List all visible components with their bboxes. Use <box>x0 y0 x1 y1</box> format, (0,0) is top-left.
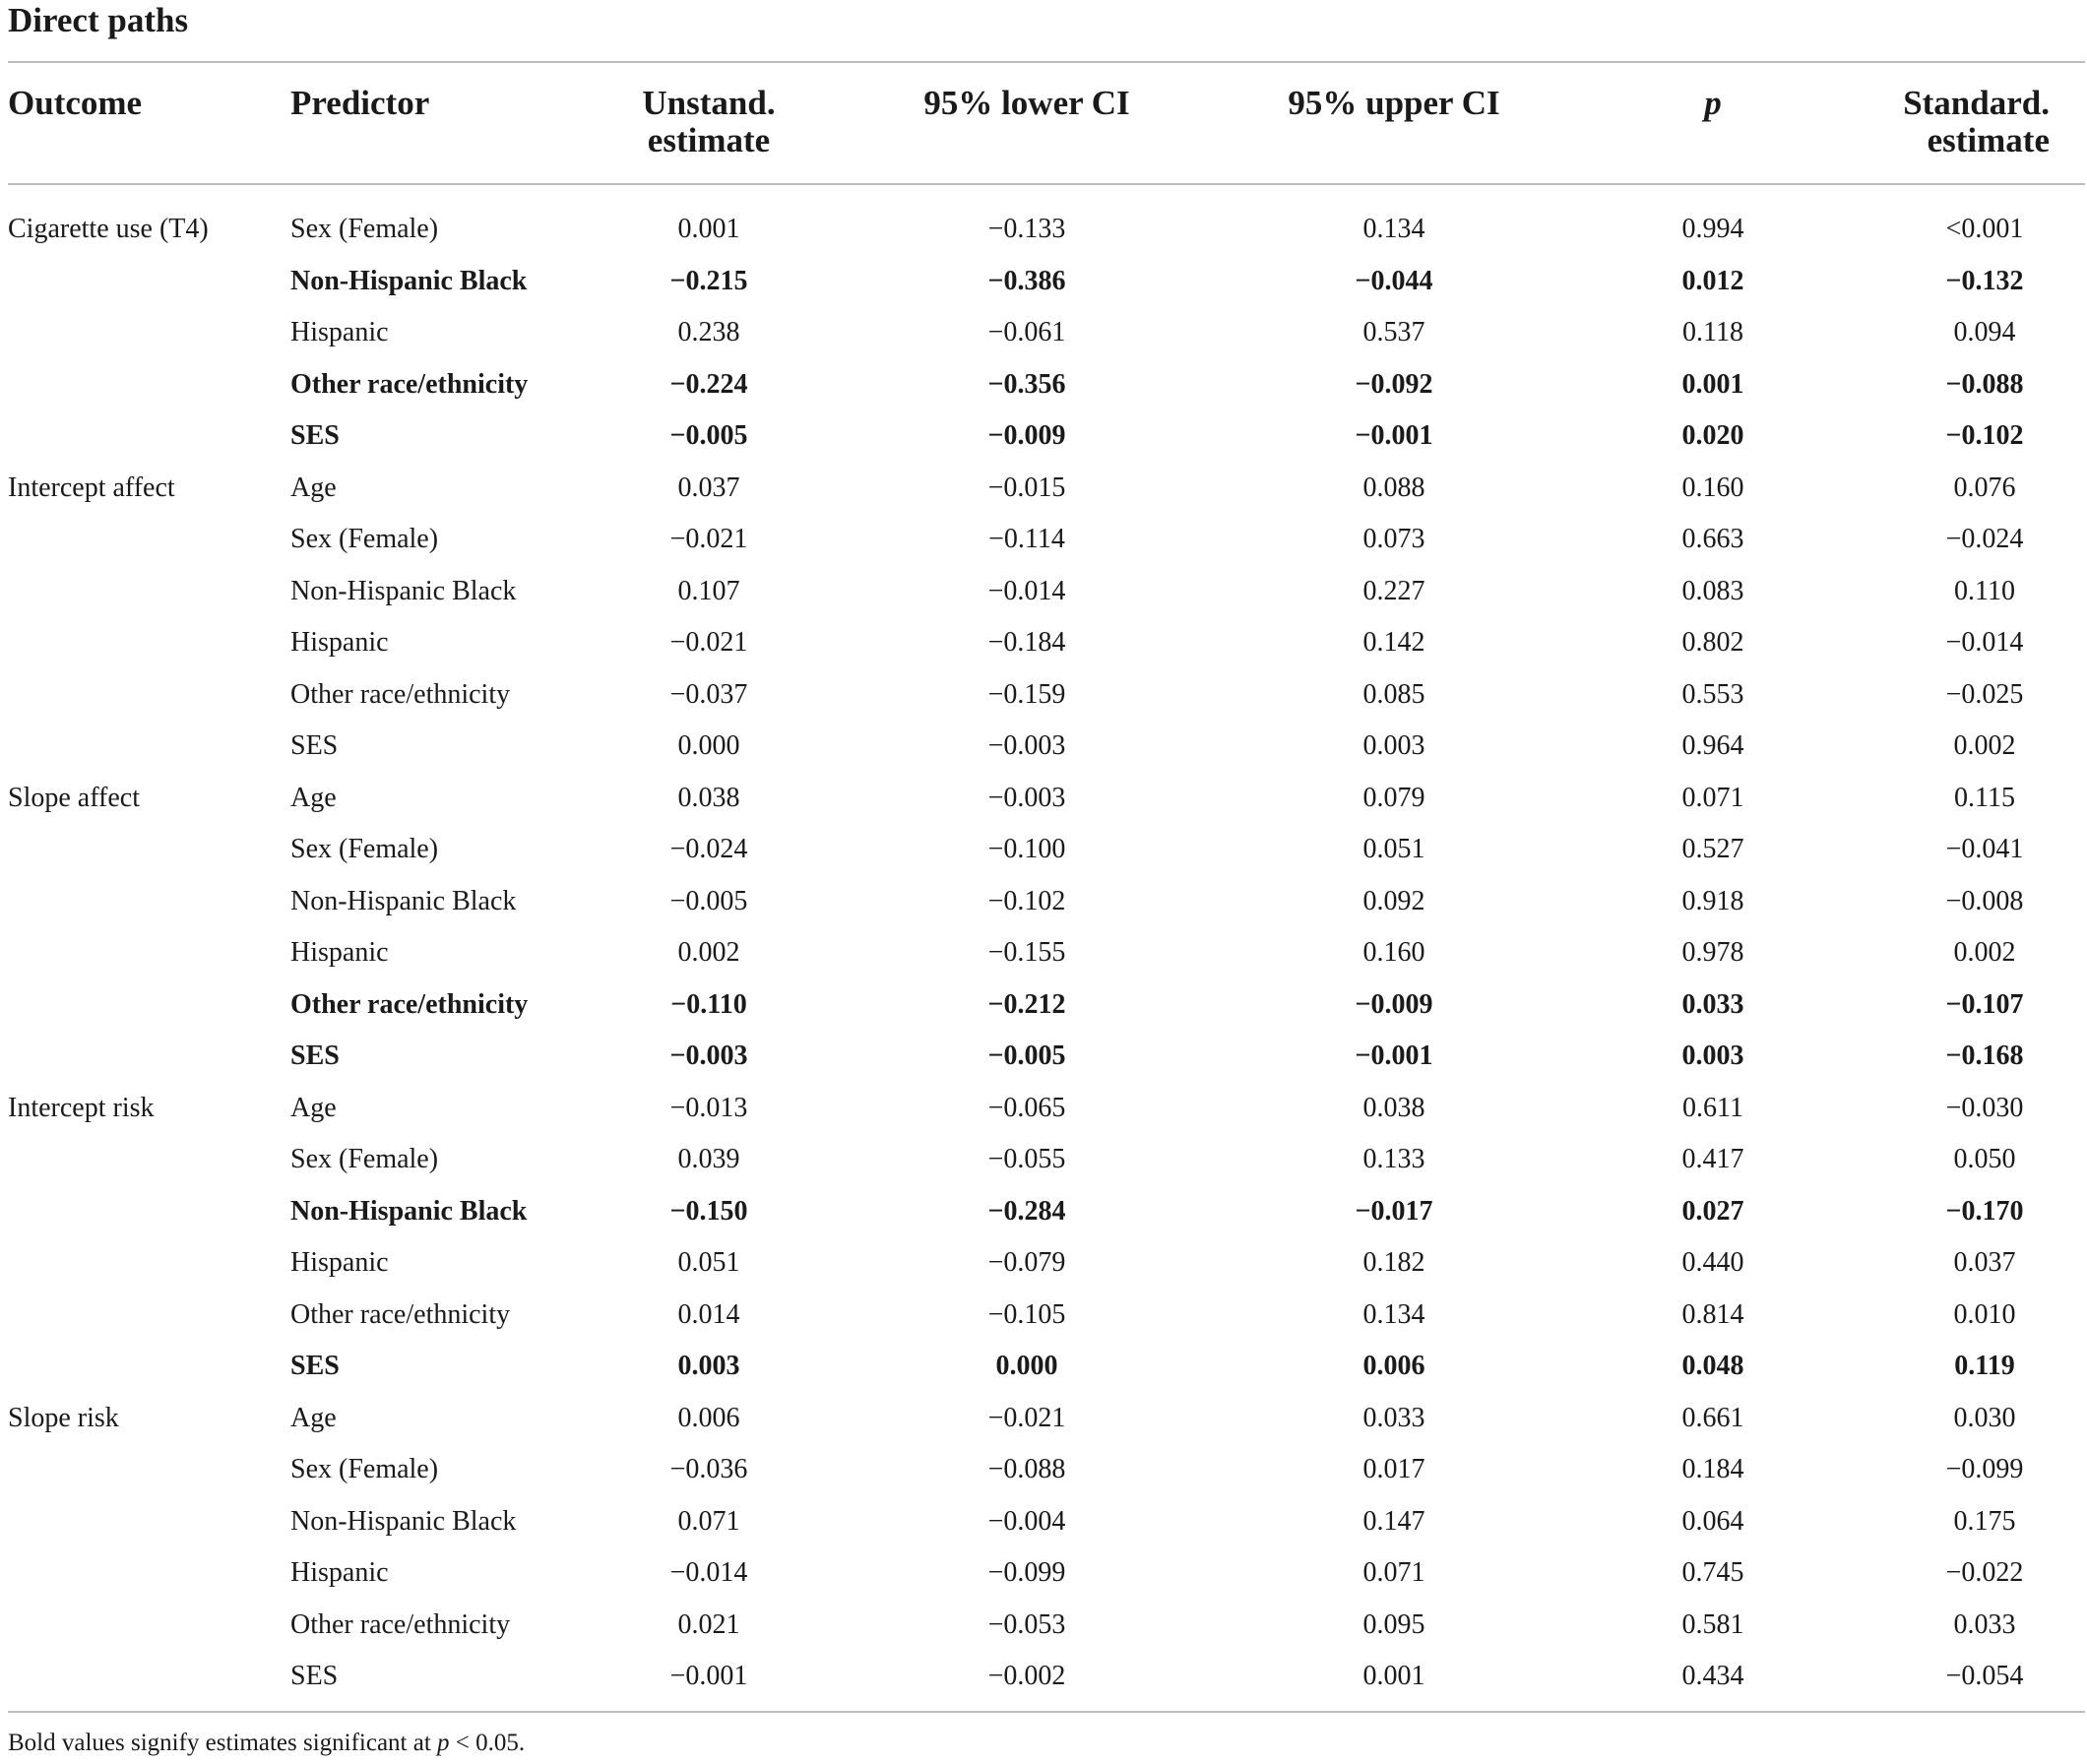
cell-p: 0.118 <box>1682 317 1743 347</box>
cell-lower-ci: −0.105 <box>987 1298 1066 1330</box>
cell-lower-ci: −0.133 <box>987 214 1066 244</box>
table-row <box>0 514 2087 565</box>
cell-p: 0.064 <box>1681 1505 1744 1537</box>
cell-predictor: Sex (Female) <box>290 834 439 864</box>
header-upper-ci: 95% upper CI <box>1288 84 1500 122</box>
cell-unstand-estimate: −0.036 <box>669 1454 748 1484</box>
cell-upper-ci: −0.017 <box>1355 1195 1433 1227</box>
cell-upper-ci: 0.051 <box>1362 834 1425 864</box>
cell-predictor: SES <box>290 1040 340 1071</box>
cell-upper-ci: 0.079 <box>1362 782 1425 813</box>
cell-lower-ci: −0.102 <box>987 885 1066 916</box>
table-row <box>0 1651 2087 1702</box>
table-row <box>0 1393 2087 1444</box>
table-row <box>0 617 2087 668</box>
table-title: Direct paths <box>8 1 189 39</box>
cell-lower-ci: −0.005 <box>987 1040 1066 1071</box>
table-row <box>0 979 2087 1031</box>
cell-standard-estimate: 0.094 <box>1953 317 2016 347</box>
cell-predictor: Age <box>290 1402 337 1433</box>
cell-upper-ci: 0.227 <box>1362 575 1425 606</box>
cell-predictor: Hispanic <box>290 317 389 347</box>
cell-standard-estimate: −0.030 <box>1945 1092 2024 1123</box>
cell-lower-ci: −0.155 <box>987 937 1066 968</box>
footnote <box>8 1729 525 1758</box>
cell-p: 0.964 <box>1681 730 1744 761</box>
cell-unstand-estimate: −0.003 <box>669 1040 748 1071</box>
cell-predictor: Non-Hispanic Black <box>290 265 528 296</box>
table-row <box>0 1341 2087 1392</box>
cell-predictor: SES <box>290 1661 339 1691</box>
cell-standard-estimate: 0.030 <box>1953 1402 2016 1433</box>
cell-predictor: Sex (Female) <box>290 524 439 554</box>
cell-unstand-estimate: 0.014 <box>677 1298 740 1330</box>
cell-upper-ci: 0.003 <box>1362 730 1425 761</box>
cell-p: 0.661 <box>1681 1402 1744 1433</box>
cell-p: 0.745 <box>1681 1557 1744 1588</box>
table-row <box>0 824 2087 875</box>
cell-p: 0.434 <box>1681 1661 1744 1691</box>
cell-p: 0.160 <box>1681 472 1744 503</box>
cell-p: 0.814 <box>1681 1298 1744 1330</box>
cell-predictor: Sex (Female) <box>290 1454 439 1484</box>
cell-unstand-estimate: 0.006 <box>677 1402 740 1433</box>
cell-predictor: Age <box>290 1092 337 1123</box>
header-lower-ci: 95% lower CI <box>923 84 1130 122</box>
cell-lower-ci: −0.021 <box>987 1402 1066 1433</box>
table-row <box>0 256 2087 307</box>
cell-unstand-estimate: 0.021 <box>677 1608 740 1640</box>
cell-standard-estimate: −0.022 <box>1945 1557 2024 1588</box>
cell-predictor: Hispanic <box>290 1557 389 1588</box>
footnote-text-before: Bold values signify estimates significant at <box>8 1730 438 1756</box>
cell-p: 0.027 <box>1681 1195 1744 1227</box>
cell-upper-ci: 0.537 <box>1362 317 1425 347</box>
cell-standard-estimate: −0.008 <box>1945 885 2024 916</box>
cell-lower-ci: 0.000 <box>995 1351 1058 1381</box>
cell-lower-ci: −0.159 <box>987 678 1066 710</box>
table-row <box>0 1496 2087 1547</box>
cell-upper-ci: 0.092 <box>1362 885 1425 916</box>
cell-p: 0.918 <box>1681 885 1744 916</box>
cell-predictor: Hispanic <box>290 1247 389 1278</box>
cell-unstand-estimate: −0.013 <box>669 1092 748 1123</box>
table-row <box>0 721 2087 772</box>
cell-standard-estimate: −0.041 <box>1945 834 2024 864</box>
cell-upper-ci: 0.017 <box>1362 1454 1425 1484</box>
cell-p: 0.663 <box>1681 524 1744 554</box>
cell-p: 0.417 <box>1681 1144 1744 1174</box>
cell-unstand-estimate: −0.110 <box>670 988 747 1020</box>
table-row <box>0 1547 2087 1599</box>
cell-lower-ci: −0.015 <box>987 472 1066 503</box>
cell-unstand-estimate: 0.238 <box>677 317 740 347</box>
cell-p: 0.994 <box>1681 214 1744 244</box>
cell-predictor: Non-Hispanic Black <box>290 1505 517 1537</box>
cell-standard-estimate: −0.168 <box>1945 1040 2024 1071</box>
table-row <box>0 566 2087 617</box>
cell-standard-estimate: 0.002 <box>1953 937 2016 968</box>
cell-p: 0.978 <box>1681 937 1744 968</box>
cell-unstand-estimate: 0.002 <box>677 937 740 968</box>
header-unstand-estimate <box>581 85 837 159</box>
cell-unstand-estimate: −0.024 <box>669 834 748 864</box>
table-row <box>0 1237 2087 1289</box>
cell-predictor: Non-Hispanic Black <box>290 575 517 606</box>
cell-unstand-estimate: −0.001 <box>669 1661 748 1691</box>
cell-standard-estimate: −0.170 <box>1945 1195 2024 1227</box>
cell-predictor: Sex (Female) <box>290 1144 439 1174</box>
cell-lower-ci: −0.003 <box>987 730 1066 761</box>
cell-unstand-estimate: −0.224 <box>669 368 748 400</box>
cell-upper-ci: 0.160 <box>1362 937 1425 968</box>
cell-standard-estimate: −0.054 <box>1945 1661 2024 1691</box>
cell-standard-estimate: 0.010 <box>1953 1298 2016 1330</box>
cell-p: 0.440 <box>1681 1247 1744 1278</box>
cell-unstand-estimate: 0.037 <box>677 472 740 503</box>
cell-standard-estimate: 0.002 <box>1953 730 2016 761</box>
header-unstand-line1: Unstand. <box>642 84 776 122</box>
cell-unstand-estimate: −0.021 <box>669 524 748 554</box>
cell-lower-ci: −0.212 <box>987 988 1066 1020</box>
cell-standard-estimate: 0.110 <box>1954 575 2015 606</box>
cell-predictor: Age <box>290 472 337 503</box>
cell-p: 0.611 <box>1682 1092 1743 1123</box>
header-outcome: Outcome <box>8 84 143 122</box>
cell-standard-estimate: −0.107 <box>1945 988 2024 1020</box>
cell-lower-ci: −0.009 <box>987 420 1066 451</box>
cell-unstand-estimate: 0.000 <box>677 730 740 761</box>
cell-unstand-estimate: 0.107 <box>677 575 740 606</box>
table-row <box>0 359 2087 410</box>
table-row <box>0 876 2087 927</box>
table-row <box>0 1290 2087 1341</box>
header-stand-line1: Standard. <box>1903 84 2050 122</box>
cell-lower-ci: −0.088 <box>987 1454 1066 1484</box>
cell-predictor: Age <box>290 782 337 813</box>
cell-unstand-estimate: 0.038 <box>677 782 740 813</box>
cell-lower-ci: −0.002 <box>987 1661 1066 1691</box>
table-row <box>0 1134 2087 1185</box>
cell-predictor: SES <box>290 1351 340 1381</box>
cell-upper-ci: 0.182 <box>1362 1247 1425 1278</box>
cell-lower-ci: −0.065 <box>987 1092 1066 1123</box>
cell-p: 0.001 <box>1681 368 1744 400</box>
cell-p: 0.581 <box>1681 1608 1744 1640</box>
cell-outcome: Slope risk <box>8 1402 119 1433</box>
cell-predictor: Other race/ethnicity <box>290 988 529 1020</box>
cell-lower-ci: −0.114 <box>988 524 1065 554</box>
cell-standard-estimate: 0.175 <box>1953 1505 2016 1537</box>
cell-upper-ci: 0.095 <box>1362 1608 1425 1640</box>
top-rule <box>8 61 2085 63</box>
table-row <box>0 1600 2087 1651</box>
cell-upper-ci: 0.001 <box>1362 1661 1425 1691</box>
cell-upper-ci: 0.133 <box>1362 1144 1425 1174</box>
cell-standard-estimate: 0.033 <box>1953 1608 2016 1640</box>
cell-unstand-estimate: −0.005 <box>669 420 748 451</box>
cell-predictor: Other race/ethnicity <box>290 368 529 400</box>
header-standard-estimate <box>1831 85 2050 159</box>
cell-upper-ci: 0.006 <box>1362 1351 1425 1381</box>
cell-predictor: Hispanic <box>290 937 389 968</box>
header-predictor: Predictor <box>290 84 430 122</box>
cell-upper-ci: −0.001 <box>1355 420 1433 451</box>
cell-upper-ci: 0.147 <box>1362 1505 1425 1537</box>
cell-standard-estimate: −0.132 <box>1945 265 2024 296</box>
table-row <box>0 1083 2087 1134</box>
cell-upper-ci: −0.092 <box>1355 368 1433 400</box>
cell-predictor: Hispanic <box>290 627 389 658</box>
cell-lower-ci: −0.004 <box>987 1505 1066 1537</box>
cell-p: 0.083 <box>1681 575 1744 606</box>
cell-predictor: SES <box>290 730 339 761</box>
cell-standard-estimate: 0.037 <box>1953 1247 2016 1278</box>
cell-predictor: SES <box>290 420 340 451</box>
cell-lower-ci: −0.003 <box>987 782 1066 813</box>
cell-lower-ci: −0.014 <box>987 575 1066 606</box>
cell-lower-ci: −0.184 <box>987 627 1066 658</box>
cell-outcome: Intercept affect <box>8 472 175 503</box>
cell-unstand-estimate: 0.071 <box>677 1505 740 1537</box>
table-row <box>0 410 2087 462</box>
cell-p: 0.184 <box>1681 1454 1744 1484</box>
header-p: p <box>1704 84 1722 122</box>
cell-lower-ci: −0.386 <box>987 265 1066 296</box>
bottom-rule <box>8 1711 2085 1713</box>
cell-lower-ci: −0.061 <box>987 317 1066 347</box>
cell-unstand-estimate: −0.014 <box>669 1557 748 1588</box>
cell-standard-estimate: −0.102 <box>1945 420 2024 451</box>
cell-outcome: Intercept risk <box>8 1092 155 1123</box>
cell-unstand-estimate: 0.003 <box>677 1351 740 1381</box>
cell-standard-estimate: 0.076 <box>1953 472 2016 503</box>
cell-standard-estimate: 0.119 <box>1954 1351 2015 1381</box>
cell-outcome: Cigarette use (T4) <box>8 214 209 244</box>
table-row <box>0 669 2087 721</box>
table-row <box>0 927 2087 978</box>
header-rule <box>8 183 2085 185</box>
cell-lower-ci: −0.055 <box>987 1144 1066 1174</box>
cell-unstand-estimate: −0.005 <box>669 885 748 916</box>
cell-predictor: Non-Hispanic Black <box>290 885 517 916</box>
cell-p: 0.020 <box>1681 420 1744 451</box>
cell-lower-ci: −0.053 <box>987 1608 1066 1640</box>
cell-p: 0.048 <box>1681 1351 1744 1381</box>
cell-standard-estimate: 0.115 <box>1954 782 2015 813</box>
cell-upper-ci: −0.009 <box>1355 988 1433 1020</box>
cell-standard-estimate: <0.001 <box>1945 214 2024 244</box>
cell-lower-ci: −0.356 <box>987 368 1066 400</box>
cell-unstand-estimate: −0.215 <box>669 265 748 296</box>
cell-predictor: Non-Hispanic Black <box>290 1195 528 1227</box>
table-row <box>0 1031 2087 1082</box>
cell-upper-ci: 0.088 <box>1362 472 1425 503</box>
cell-upper-ci: 0.134 <box>1362 214 1425 244</box>
cell-predictor: Other race/ethnicity <box>290 678 511 710</box>
cell-lower-ci: −0.284 <box>987 1195 1066 1227</box>
cell-p: 0.012 <box>1681 265 1744 296</box>
cell-unstand-estimate: 0.039 <box>677 1144 740 1174</box>
cell-upper-ci: −0.044 <box>1355 265 1433 296</box>
cell-upper-ci: 0.085 <box>1362 678 1425 710</box>
cell-p: 0.802 <box>1681 627 1744 658</box>
cell-p: 0.071 <box>1681 782 1744 813</box>
table-row <box>0 1186 2087 1237</box>
cell-outcome: Slope affect <box>8 782 140 813</box>
table-row <box>0 1444 2087 1495</box>
cell-unstand-estimate: −0.037 <box>669 678 748 710</box>
cell-upper-ci: 0.134 <box>1362 1298 1425 1330</box>
cell-lower-ci: −0.100 <box>987 834 1066 864</box>
cell-predictor: Sex (Female) <box>290 214 439 244</box>
cell-unstand-estimate: 0.001 <box>677 214 740 244</box>
cell-p: 0.527 <box>1681 834 1744 864</box>
cell-upper-ci: −0.001 <box>1355 1040 1433 1071</box>
cell-p: 0.003 <box>1681 1040 1744 1071</box>
cell-standard-estimate: −0.024 <box>1945 524 2024 554</box>
cell-standard-estimate: −0.088 <box>1945 368 2024 400</box>
footnote-text-after: < 0.05. <box>449 1730 526 1756</box>
cell-standard-estimate: −0.014 <box>1945 627 2024 658</box>
cell-predictor: Other race/ethnicity <box>290 1298 511 1330</box>
table-row <box>0 204 2087 255</box>
cell-p: 0.553 <box>1681 678 1744 710</box>
cell-unstand-estimate: −0.021 <box>669 627 748 658</box>
cell-upper-ci: 0.142 <box>1362 627 1425 658</box>
cell-upper-ci: 0.033 <box>1362 1402 1425 1433</box>
table-row <box>0 307 2087 358</box>
cell-upper-ci: 0.038 <box>1362 1092 1425 1123</box>
header-unstand-line2: estimate <box>647 121 771 159</box>
table-row <box>0 463 2087 514</box>
header-stand-line2: estimate <box>1927 121 2050 159</box>
cell-lower-ci: −0.079 <box>987 1247 1066 1278</box>
cell-standard-estimate: −0.099 <box>1945 1454 2024 1484</box>
footnote-p-symbol: p <box>437 1730 450 1756</box>
cell-unstand-estimate: 0.051 <box>677 1247 740 1278</box>
cell-upper-ci: 0.071 <box>1362 1557 1425 1588</box>
cell-lower-ci: −0.099 <box>987 1557 1066 1588</box>
cell-upper-ci: 0.073 <box>1362 524 1425 554</box>
cell-standard-estimate: 0.050 <box>1953 1144 2016 1174</box>
cell-unstand-estimate: −0.150 <box>669 1195 748 1227</box>
cell-predictor: Other race/ethnicity <box>290 1608 511 1640</box>
table-row <box>0 773 2087 824</box>
cell-standard-estimate: −0.025 <box>1945 678 2024 710</box>
cell-p: 0.033 <box>1681 988 1744 1020</box>
